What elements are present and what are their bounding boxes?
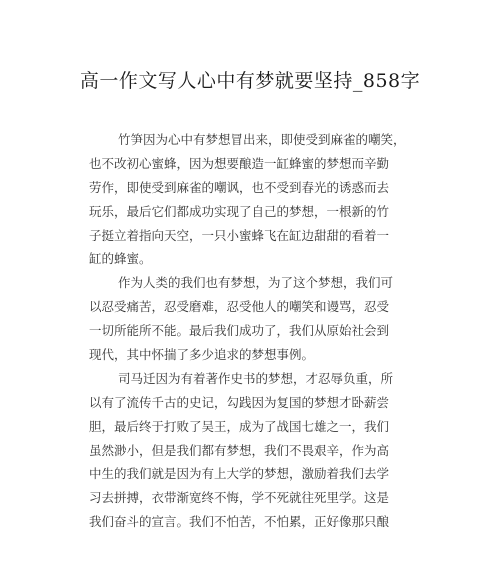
text-line: 中生的我们就是因为有上大学的梦想，激励着我们去学 [89, 466, 390, 482]
text-line: 缸的蜂蜜。 [89, 251, 152, 267]
text-line: 胆，最后终于打败了吴王，成为了战国七雄之一，我们 [89, 418, 390, 434]
text-line: 习去拼搏，衣带渐宽终不悔，学不死就往死里学。这是 [89, 490, 390, 506]
text-line: 以忍受痛苦，忍受磨难，忍受他人的嘲笑和谩骂，忍受 [89, 299, 390, 315]
paragraph-2 [89, 271, 417, 367]
document-title: 高一作文写人心中有梦就要坚持_858字 [79, 70, 421, 92]
text-line: 劳作，即使受到麻雀的嘲讽，也不受到春光的诱惑而去 [89, 179, 390, 195]
text-line: 以有了流传千古的史记，勾践因为复国的梦想才卧薪尝 [89, 394, 390, 410]
text-line: 玩乐，最后它们都成功实现了自己的梦想，一根新的竹 [89, 203, 390, 219]
text-line: 一切所能所不能。最后我们成功了，我们从原始社会到 [89, 323, 390, 339]
text-line: 作为人类的我们也有梦想，为了这个梦想，我们可 [118, 275, 394, 291]
text-line: 虽然渺小，但是我们都有梦想，我们不畏艰辛，作为高 [89, 442, 390, 458]
text-line: 子挺立着指向天空，一只小蜜蜂飞在缸边甜甜的看着一 [89, 227, 390, 243]
text-line: 我们奋斗的宣言。我们不怕苦，不怕累，正好像那只酿 [89, 514, 390, 530]
text-line: 现代，其中怀揣了多少追求的梦想事例。 [89, 347, 315, 363]
paragraph-3 [89, 367, 417, 534]
text-line: 司马迁因为有着著作史书的梦想，才忍辱负重，所 [118, 370, 394, 386]
text-line: 也不改初心蜜蜂，因为想要酿造一缸蜂蜜的梦想而辛勤 [89, 155, 390, 171]
text-line: 竹笋因为心中有梦想冒出来，即使受到麻雀的嘲笑， [118, 132, 406, 147]
document-body [89, 128, 417, 534]
paragraph-1 [89, 128, 417, 271]
